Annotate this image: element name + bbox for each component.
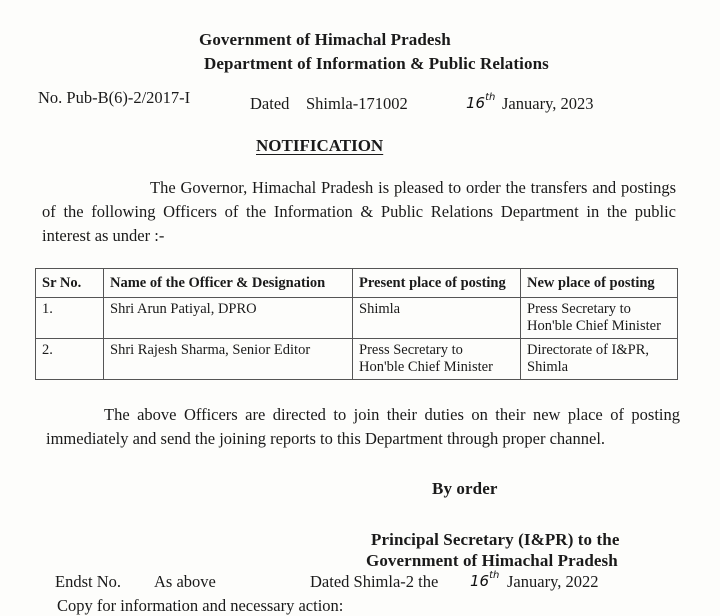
- endorsement-dated: Dated Shimla-2 the: [310, 572, 439, 591]
- intro-paragraph: [42, 176, 676, 248]
- header-new-posting: New place of posting: [521, 269, 678, 298]
- day-number: 16: [466, 94, 486, 112]
- cell-sr: 2.: [36, 339, 104, 380]
- postings-table: [35, 268, 678, 380]
- notification-title: NOTIFICATION: [256, 136, 384, 155]
- intro-text: The Governor, Himachal Pradesh is pleased to order the transfers and postings of the following Officers of the Information & Public Relations Department in the public interest as under :-: [42, 178, 676, 245]
- new-line1: Directorate of I&PR,: [527, 342, 650, 358]
- present-line2: Hon'ble Chief Minister: [359, 359, 493, 375]
- cell-present: [353, 298, 521, 339]
- copy-line-text: Copy for information and necessary action:: [57, 596, 344, 615]
- present-line1: Shimla: [359, 301, 401, 317]
- directive-text: The above Officers are directed to join their duties on their new place of posting immediately and send the joining reports to this Department through proper channel.: [46, 405, 680, 448]
- header-sr-no: Sr No.: [36, 269, 104, 298]
- reference-number: No. Pub-B(6)-2/2017-I: [38, 88, 191, 107]
- header-present-posting: Present place of posting: [353, 269, 521, 298]
- table-row: [36, 339, 678, 380]
- handwritten-day: [466, 94, 495, 112]
- new-line1: Press Secretary to: [527, 301, 631, 317]
- header-officer-name: Name of the Officer & Designation: [104, 269, 353, 298]
- day-number: 16: [470, 572, 490, 590]
- signatory-line1: Principal Secretary (I&PR) to the: [371, 530, 620, 549]
- dated-label: Dated: [250, 94, 290, 113]
- copy-line: [57, 596, 344, 615]
- cell-officer: Shri Arun Patiyal, DPRO: [104, 298, 353, 339]
- endorsement-month-year: January, 2022: [507, 572, 599, 591]
- cell-present: [353, 339, 521, 380]
- dated-month-year: January, 2023: [502, 94, 594, 113]
- cell-new: [521, 339, 678, 380]
- cell-officer: Shri Rajesh Sharma, Senior Editor: [104, 339, 353, 380]
- endorsement-label: Endst No.: [55, 572, 121, 591]
- table-row: [36, 298, 678, 339]
- header-department: Department of Information & Public Relations: [204, 54, 549, 73]
- directive-paragraph: [46, 403, 680, 451]
- dated-place: Shimla-171002: [306, 94, 408, 113]
- table-header-row: [36, 269, 678, 298]
- signatory-line2: Government of Himachal Pradesh: [366, 551, 618, 570]
- by-order: By order: [432, 479, 498, 498]
- handwritten-day: [470, 572, 499, 590]
- present-line1: Press Secretary to: [359, 342, 463, 358]
- endorsement-value: As above: [154, 572, 216, 591]
- cell-sr: 1.: [36, 298, 104, 339]
- header-government: Government of Himachal Pradesh: [199, 30, 451, 49]
- new-line2: Shimla: [527, 359, 569, 375]
- cell-new: [521, 298, 678, 339]
- day-suffix: th: [489, 570, 500, 581]
- day-suffix: th: [485, 92, 496, 103]
- new-line2: Hon'ble Chief Minister: [527, 318, 661, 334]
